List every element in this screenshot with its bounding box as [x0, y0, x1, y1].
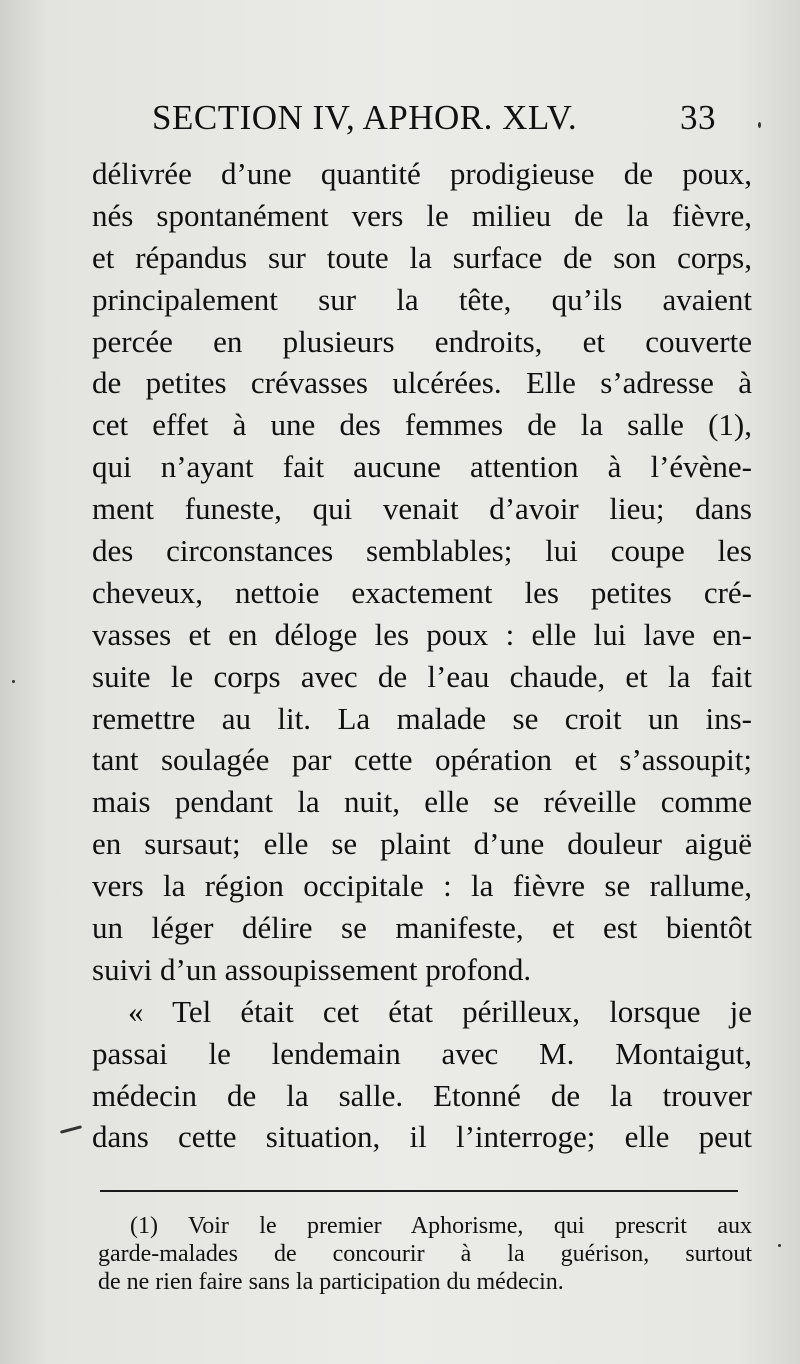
- text-line: cheveux, nettoie exactement les petites cré-: [92, 574, 752, 610]
- footnote: [98, 1212, 752, 1296]
- text-line: vasses et en déloge les poux : elle lui lave en-: [92, 616, 752, 652]
- main-text: [92, 153, 752, 1158]
- text-line: principalement sur la tête, qu’ils avaient: [92, 281, 752, 317]
- text-line: remettre au lit. La malade se croit un ins-: [92, 700, 752, 736]
- text-line: mais pendant la nuit, elle se réveille comme: [92, 784, 752, 820]
- ink-speck: [758, 122, 761, 128]
- header-title: SECTION IV, APHOR. XLV.: [152, 98, 578, 137]
- text-line: et répandus sur toute la surface de son corps,: [92, 239, 752, 275]
- text-line: cet effet à une des femmes de la salle (1),: [92, 407, 752, 443]
- text-line: un léger délire se manifeste, et est bientôt: [92, 910, 752, 946]
- text-line: tant soulagée par cette opération et s’assoupit;: [92, 742, 752, 778]
- text-line: suivi d’un assoupissement profond.: [92, 951, 532, 987]
- text-line: de petites crévasses ulcérées. Elle s’adresse à: [92, 365, 752, 401]
- footnote-line: de ne rien faire sans la participation du médecin.: [98, 1269, 564, 1295]
- text-line: délivrée d’une quantité prodigieuse de poux,: [92, 156, 752, 191]
- page-number: 33: [680, 98, 716, 137]
- ink-speck: [778, 1244, 781, 1247]
- ink-speck: [12, 680, 15, 683]
- text-line: médecin de la salle. Etonné de la trouver: [92, 1077, 752, 1113]
- text-line: dans cette situation, il l’interroge; elle peut: [92, 1119, 752, 1155]
- text-line: vers la région occipitale : la fièvre se rallume,: [92, 868, 752, 904]
- text-line: qui n’ayant fait aucune attention à l’évène-: [92, 449, 752, 485]
- footnote-line: garde-malades de concourir à la guérison, surtout: [98, 1241, 752, 1267]
- text-line: percée en plusieurs endroits, et couverte: [92, 323, 752, 359]
- ink-speck: [60, 1125, 82, 1134]
- footnote-line: (1) Voir le premier Aphorisme, qui prescrit aux: [130, 1213, 752, 1239]
- text-line: ment funeste, qui venait d’avoir lieu; dans: [92, 491, 752, 527]
- text-line: passai le lendemain avec M. Montaigut,: [92, 1035, 752, 1071]
- text-line: en sursaut; elle se plaint d’une douleur aiguë: [92, 826, 752, 862]
- footnote-divider: [100, 1190, 738, 1192]
- text-line: nés spontanément vers le milieu de la fièvre,: [92, 197, 752, 233]
- running-header: [152, 98, 752, 138]
- text-line: des circonstances semblables; lui coupe les: [92, 533, 752, 569]
- text-line: « Tel était cet état périlleux, lorsque je: [128, 993, 752, 1029]
- text-line: suite le corps avec de l’eau chaude, et la fait: [92, 658, 752, 694]
